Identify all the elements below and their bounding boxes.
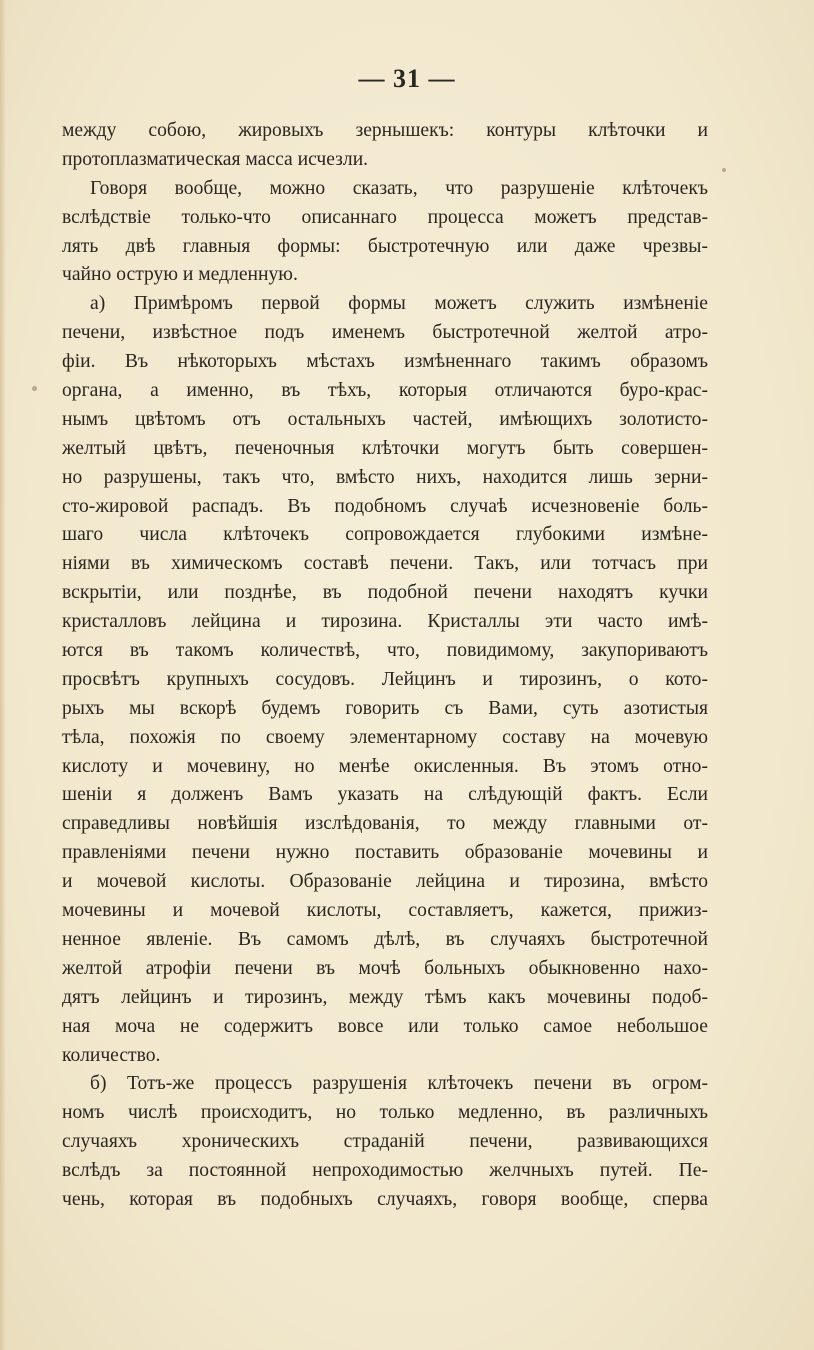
text-line: случаяхъ хроническихъ страданій печени, развивающихся [62,1131,708,1153]
text-line: и мочевой кислоты. Образованіе лейцина и тирозина, вмѣсто [62,871,708,893]
text-line: вслѣдствіе только-что описаннаго процесса можетъ представ- [62,206,708,228]
paper-speck [32,386,37,391]
paper-speck [722,168,726,172]
text-line: а) Примѣромъ первой формы можетъ служить измѣненіе [90,293,708,315]
text-line: вслѣдъ за постоянной непроходимостью желчныхъ путей. Пе- [62,1160,708,1182]
text-line: ніями въ химическомъ составѣ печени. Такъ, или тотчасъ при [62,553,708,575]
text-line: справедливы новѣйшія изслѣдованія, то между главными от- [62,813,708,835]
text-line: желтой атрофіи печени въ мочѣ больныхъ обыкновенно нахо- [62,957,708,979]
text-line: нымъ цвѣтомъ отъ остальныхъ частей, имѣющихъ золотисто- [62,408,708,430]
text-line: количество. [62,1044,161,1066]
text-line: б) Тотъ-же процессъ разрушенія клѣточекъ печени въ огром- [90,1073,708,1095]
text-line: вскрытіи, или позднѣе, въ подобной печени находятъ кучки [62,582,708,604]
text-line: но разрушены, такъ что, вмѣсто нихъ, находится лишь зерни- [62,466,708,488]
text-line: номъ числѣ происходитъ, но только медленно, въ различныхъ [62,1102,708,1124]
text-line: кислоту и мочевину, но менѣе окисленныя. Въ этомъ отно- [62,755,708,777]
text-line: органа, а именно, въ тѣхъ, которыя отличаются буро-крас- [62,380,708,402]
text-line: ная моча не содержитъ вовсе или только самое небольшое [62,1015,708,1037]
text-line: мочевины и мочевой кислоты, составляетъ, кажется, прижиз- [62,900,708,922]
page-number: — 31 — [358,64,456,93]
text-line: чайно острую и медленную. [62,264,298,286]
text-line: фіи. Въ нѣкоторыхъ мѣстахъ измѣненнаго такимъ образомъ [62,351,708,373]
text-line: сто-жировой распадъ. Въ подобномъ случаѣ исчезновеніе боль- [62,495,708,517]
text-line: тѣла, похожія по своему элементарному составу на мочевую [62,726,708,748]
text-line: шаго числа клѣточекъ сопровождается глубокими измѣне- [62,524,708,546]
text-line: печени, извѣстное подъ именемъ быстротечной желтой атро- [62,322,708,344]
text-line: ненное явленіе. Въ самомъ дѣлѣ, въ случаяхъ быстротечной [62,928,708,950]
text-line: желтый цвѣтъ, печеночныя клѣточки могутъ быть совершен- [62,437,708,459]
text-line: дятъ лейцинъ и тирозинъ, между тѣмъ какъ мочевины подоб- [62,986,708,1008]
page-binding-edge [0,0,6,1350]
text-line: кристалловъ лейцина и тирозина. Кристаллы эти часто имѣ- [62,611,708,633]
text-line: просвѣтъ крупныхъ сосудовъ. Лейцинъ и тирозинъ, о кото- [62,668,708,690]
text-line: лять двѣ главныя формы: быстротечную или даже чрезвы- [62,235,708,257]
text-line: чень, которая въ подобныхъ случаяхъ, говоря вообще, сперва [62,1188,708,1210]
text-line: протоплазматическая масса исчезли. [62,148,369,170]
text-line: ются въ такомъ количествѣ, что, повидимому, закупориваютъ [62,640,708,662]
text-line: рыхъ мы вскорѣ будемъ говорить съ Вами, суть азотистыя [62,697,708,719]
body-text [62,117,708,1215]
text-line: шеніи я долженъ Вамъ указать на слѣдующій фактъ. Если [62,784,708,806]
text-line: правленіями печени нужно поставить образованіе мочевины и [62,842,708,864]
text-line: Говоря вообще, можно сказать, что разрушеніе клѣточекъ [90,177,708,199]
text-line: между собою, жировыхъ зернышекъ: контуры клѣточки и [62,120,708,141]
